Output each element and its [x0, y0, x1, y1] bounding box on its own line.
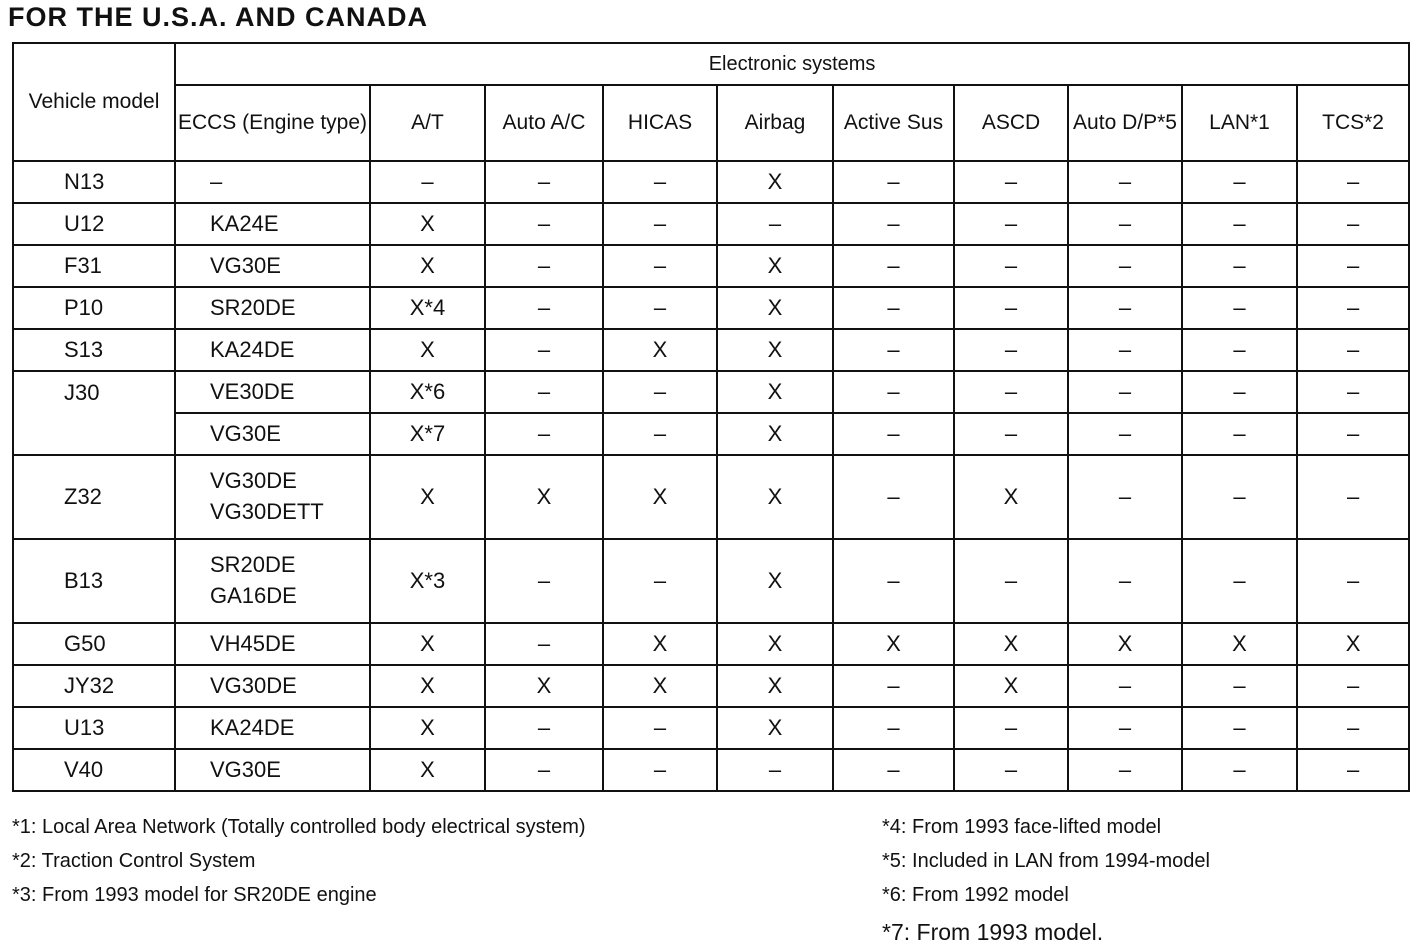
footnotes-left — [12, 810, 812, 912]
footnote: *6: From 1992 model — [882, 884, 1069, 906]
system-cell: – — [1068, 413, 1182, 455]
system-cell: – — [1182, 455, 1297, 539]
table-row — [13, 287, 1409, 329]
engine-cell — [175, 455, 370, 539]
system-cell: – — [833, 287, 954, 329]
system-cell: – — [1297, 329, 1409, 371]
system-cell: – — [1068, 245, 1182, 287]
system-cell: – — [1297, 665, 1409, 707]
column-header-auto-dp: Auto D/P*5 — [1068, 85, 1182, 161]
table-row — [13, 413, 1409, 455]
system-cell: – — [954, 539, 1068, 623]
system-cell: X — [370, 749, 485, 791]
system-cell: – — [1068, 203, 1182, 245]
system-cell: X — [954, 665, 1068, 707]
footnotes-right — [882, 810, 1402, 952]
system-cell: – — [485, 287, 603, 329]
system-cell: X — [370, 245, 485, 287]
table-row — [13, 707, 1409, 749]
system-cell: – — [1068, 287, 1182, 329]
column-header-auto-ac: Auto A/C — [485, 85, 603, 161]
system-cell: X — [717, 329, 833, 371]
vehicle-model-cell: U13 — [13, 707, 175, 749]
system-cell: X — [717, 707, 833, 749]
system-cell: – — [1297, 287, 1409, 329]
system-cell: – — [954, 203, 1068, 245]
footnote: *3: From 1993 model for SR20DE engine — [12, 884, 377, 906]
engine-cell: VG30E — [175, 245, 370, 287]
vehicle-model-cell: S13 — [13, 329, 175, 371]
system-cell: X — [717, 539, 833, 623]
system-cell: – — [1297, 539, 1409, 623]
column-header-lan: LAN*1 — [1182, 85, 1297, 161]
engine-type: SR20DE — [210, 552, 296, 578]
column-header-active-sus: Active Sus — [833, 85, 954, 161]
system-cell: – — [603, 287, 717, 329]
system-cell: – — [485, 623, 603, 665]
system-cell: X — [717, 245, 833, 287]
footnote: *4: From 1993 face-lifted model — [882, 816, 1162, 838]
engine-cell: VG30E — [175, 749, 370, 791]
system-cell: – — [717, 749, 833, 791]
engine-cell: VG30DE — [175, 665, 370, 707]
system-cell: – — [833, 749, 954, 791]
system-cell: X — [717, 371, 833, 413]
column-header-eccs: ECCS (Engine type) — [175, 85, 370, 161]
system-cell: X — [370, 329, 485, 371]
system-cell: – — [1182, 665, 1297, 707]
system-cell: – — [1182, 245, 1297, 287]
vehicle-model-cell: F31 — [13, 245, 175, 287]
system-cell: – — [603, 749, 717, 791]
engine-cell: VE30DE — [175, 371, 370, 413]
system-cell: X — [833, 623, 954, 665]
system-cell: X — [717, 623, 833, 665]
system-cell: X — [717, 413, 833, 455]
system-cell: – — [833, 371, 954, 413]
system-cell: X — [717, 287, 833, 329]
system-cell: X — [717, 161, 833, 203]
column-header-hicas: HICAS — [603, 85, 717, 161]
engine-type: VG30DE — [210, 468, 297, 494]
system-cell: – — [1297, 455, 1409, 539]
system-cell: – — [1297, 707, 1409, 749]
system-cell: – — [603, 245, 717, 287]
system-cell: – — [717, 203, 833, 245]
system-cell: – — [1182, 161, 1297, 203]
system-cell: – — [833, 707, 954, 749]
system-cell: – — [954, 329, 1068, 371]
system-cell: – — [1297, 161, 1409, 203]
system-cell: – — [833, 329, 954, 371]
table-body — [13, 161, 1409, 791]
column-header-tcs: TCS*2 — [1297, 85, 1409, 161]
engine-cell: SR20DE — [175, 287, 370, 329]
footnote: *7: From 1993 model. — [882, 919, 1104, 945]
system-cell: X — [1068, 623, 1182, 665]
system-cell: – — [1182, 707, 1297, 749]
system-cell: – — [954, 749, 1068, 791]
system-cell: – — [833, 245, 954, 287]
engine-cell: VH45DE — [175, 623, 370, 665]
system-cell: – — [833, 455, 954, 539]
engine-cell — [175, 539, 370, 623]
system-cell: X — [954, 623, 1068, 665]
table-row — [13, 539, 1409, 623]
system-cell: – — [485, 161, 603, 203]
vehicle-model-cell: Z32 — [13, 455, 175, 539]
system-cell: – — [1068, 329, 1182, 371]
system-cell: X — [717, 455, 833, 539]
system-cell: – — [1297, 245, 1409, 287]
system-cell: X — [1182, 623, 1297, 665]
system-cell: X — [485, 665, 603, 707]
engine-cell: – — [175, 161, 370, 203]
system-cell: – — [954, 371, 1068, 413]
system-cell: – — [833, 161, 954, 203]
column-header-ascd: ASCD — [954, 85, 1068, 161]
system-cell: – — [370, 161, 485, 203]
system-cell: X*7 — [370, 413, 485, 455]
system-cell: X — [370, 623, 485, 665]
system-cell: – — [954, 413, 1068, 455]
system-cell: – — [954, 245, 1068, 287]
system-cell: – — [833, 203, 954, 245]
system-cell: X — [603, 455, 717, 539]
table-row — [13, 665, 1409, 707]
system-cell: – — [954, 707, 1068, 749]
system-cell: – — [485, 203, 603, 245]
page-title: FOR THE U.S.A. AND CANADA — [8, 2, 428, 32]
system-cell: X — [1297, 623, 1409, 665]
system-cell: – — [1297, 413, 1409, 455]
table-row — [13, 203, 1409, 245]
column-header-at: A/T — [370, 85, 485, 161]
system-cell: X*4 — [370, 287, 485, 329]
vehicle-model-cell: V40 — [13, 749, 175, 791]
table-row — [13, 455, 1409, 539]
engine-type: VG30DETT — [210, 499, 324, 524]
system-cell: – — [1182, 413, 1297, 455]
system-cell: – — [485, 539, 603, 623]
system-cell: – — [485, 329, 603, 371]
system-cell: – — [485, 707, 603, 749]
table-row — [13, 245, 1409, 287]
footnote: *2: Traction Control System — [12, 850, 256, 872]
system-cell: X — [603, 329, 717, 371]
system-cell: X*6 — [370, 371, 485, 413]
system-cell: – — [833, 665, 954, 707]
footnote: *1: Local Area Network (Totally controlled body electrical system) — [12, 816, 586, 838]
vehicle-model-cell: N13 — [13, 161, 175, 203]
system-cell: – — [603, 161, 717, 203]
vehicle-model-cell: B13 — [13, 539, 175, 623]
electronic-systems-table — [12, 42, 1410, 792]
system-cell: – — [1297, 203, 1409, 245]
system-cell: – — [954, 287, 1068, 329]
system-cell: – — [833, 413, 954, 455]
system-cell: X — [603, 665, 717, 707]
vehicle-model-cell: J30 — [13, 371, 175, 455]
electronic-systems-header: Electronic systems — [175, 43, 1409, 85]
system-cell: X*3 — [370, 539, 485, 623]
system-cell: – — [1068, 665, 1182, 707]
system-cell: – — [485, 371, 603, 413]
engine-type: GA16DE — [210, 583, 297, 608]
table-row — [13, 329, 1409, 371]
system-cell: – — [1297, 371, 1409, 413]
engine-cell: KA24DE — [175, 329, 370, 371]
vehicle-model-cell: P10 — [13, 287, 175, 329]
system-cell: – — [485, 413, 603, 455]
table-row — [13, 749, 1409, 791]
system-cell: X — [370, 707, 485, 749]
system-cell: X — [717, 665, 833, 707]
system-cell: – — [485, 749, 603, 791]
system-cell: – — [1182, 539, 1297, 623]
system-cell: – — [1182, 371, 1297, 413]
column-header-airbag: Airbag — [717, 85, 833, 161]
system-cell: – — [1182, 749, 1297, 791]
vehicle-model-header: Vehicle model — [13, 43, 175, 161]
system-cell: – — [485, 245, 603, 287]
engine-cell: VG30E — [175, 413, 370, 455]
table-row — [13, 623, 1409, 665]
vehicle-model-cell: U12 — [13, 203, 175, 245]
engine-cell: KA24E — [175, 203, 370, 245]
system-cell: – — [1068, 707, 1182, 749]
system-cell: X — [370, 455, 485, 539]
system-cell: – — [603, 413, 717, 455]
system-cell: – — [1297, 749, 1409, 791]
table-row — [13, 161, 1409, 203]
system-cell: – — [833, 539, 954, 623]
system-cell: – — [603, 203, 717, 245]
system-cell: – — [1068, 539, 1182, 623]
system-cell: – — [1182, 203, 1297, 245]
system-cell: X — [370, 665, 485, 707]
system-cell: – — [1182, 287, 1297, 329]
system-cell: X — [954, 455, 1068, 539]
system-cell: – — [603, 539, 717, 623]
system-cell: – — [1068, 161, 1182, 203]
system-cell: X — [370, 203, 485, 245]
system-cell: – — [1182, 329, 1297, 371]
system-cell: – — [1068, 371, 1182, 413]
vehicle-model-cell: G50 — [13, 623, 175, 665]
system-cell: X — [603, 623, 717, 665]
system-cell: – — [603, 371, 717, 413]
system-cell: X — [485, 455, 603, 539]
vehicle-model-cell: JY32 — [13, 665, 175, 707]
engine-cell: KA24DE — [175, 707, 370, 749]
system-cell: – — [603, 707, 717, 749]
system-cell: – — [954, 161, 1068, 203]
system-cell: – — [1068, 455, 1182, 539]
footnote: *5: Included in LAN from 1994-model — [882, 850, 1210, 872]
system-cell: – — [1068, 749, 1182, 791]
table-row — [13, 371, 1409, 413]
